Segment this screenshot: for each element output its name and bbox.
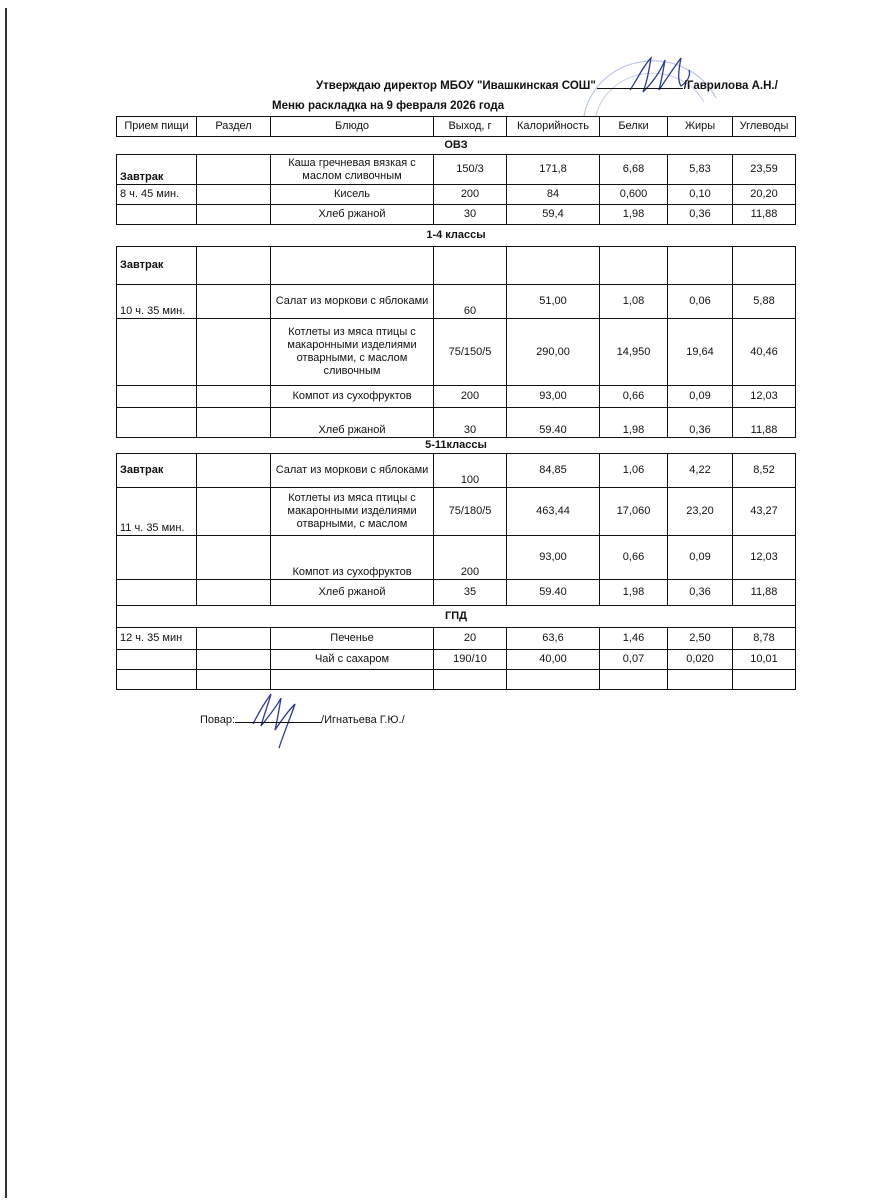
portion-cell: 200 — [434, 185, 507, 205]
calories-cell: 84,85 — [507, 454, 600, 488]
fat-cell: 0,09 — [668, 536, 733, 580]
cook-name: /Игнатьева Г.Ю./ — [321, 714, 405, 726]
portion-cell: 35 — [434, 580, 507, 606]
col-header: Блюдо — [271, 117, 434, 137]
fat-cell: 0,36 — [668, 580, 733, 606]
dish-name: Котлеты из мяса птицы с макаронными изделиями отварными, с маслом — [271, 488, 434, 536]
fat-cell: 0,020 — [668, 650, 733, 670]
carbs-cell: 12,03 — [733, 386, 796, 408]
fat-cell: 0,36 — [668, 408, 733, 438]
scan-edge — [5, 8, 7, 1198]
signature-line — [235, 722, 321, 723]
dish-name: Каша гречневая вязкая с маслом сливочным — [271, 155, 434, 185]
table-row — [117, 155, 796, 185]
meal-name: Завтрак — [117, 155, 197, 185]
section-title: ОВЗ — [117, 137, 796, 155]
carbs-cell: 11,88 — [733, 205, 796, 225]
fat-cell: 19,64 — [668, 319, 733, 386]
portion-cell: 200 — [434, 536, 507, 580]
carbs-cell: 11,88 — [733, 580, 796, 606]
protein-cell: 14,950 — [600, 319, 668, 386]
approval-line — [316, 80, 778, 92]
fat-cell: 2,50 — [668, 628, 733, 650]
carbs-cell: 23,59 — [733, 155, 796, 185]
protein-cell: 17,060 — [600, 488, 668, 536]
signature-line — [597, 88, 683, 89]
portion-cell: 75/180/5 — [434, 488, 507, 536]
section-title: 1-4 классы — [117, 225, 796, 247]
meal-time: 10 ч. 35 мин. — [117, 285, 197, 319]
calories-cell: 290,00 — [507, 319, 600, 386]
table-row — [117, 205, 796, 225]
calories-cell: 93,00 — [507, 536, 600, 580]
menu-title: Меню раскладка на 9 февраля 2026 года — [272, 100, 505, 112]
carbs-cell: 8,52 — [733, 454, 796, 488]
carbs-cell: 20,20 — [733, 185, 796, 205]
table-row — [117, 670, 796, 690]
protein-cell: 0,66 — [600, 386, 668, 408]
fat-cell: 0,10 — [668, 185, 733, 205]
approval-prefix: Утверждаю директор МБОУ "Ивашкинская СОШ" — [316, 80, 596, 92]
carbs-cell: 11,88 — [733, 408, 796, 438]
col-header: Белки — [600, 117, 668, 137]
protein-cell: 6,68 — [600, 155, 668, 185]
protein-cell: 0,600 — [600, 185, 668, 205]
calories-cell: 463,44 — [507, 488, 600, 536]
meal-name: Завтрак — [117, 247, 197, 285]
meal-time: 8 ч. 45 мин. — [117, 185, 197, 205]
carbs-cell: 5,88 — [733, 285, 796, 319]
table-row — [117, 488, 796, 536]
dish-name: Компот из сухофруктов — [271, 536, 434, 580]
protein-cell: 0,07 — [600, 650, 668, 670]
calories-cell: 84 — [507, 185, 600, 205]
table-row — [117, 319, 796, 386]
portion-cell: 75/150/5 — [434, 319, 507, 386]
portion-cell: 190/10 — [434, 650, 507, 670]
calories-cell: 93,00 — [507, 386, 600, 408]
portion-cell: 30 — [434, 408, 507, 438]
fat-cell: 0,09 — [668, 386, 733, 408]
meal-time: 11 ч. 35 мин. — [117, 488, 197, 536]
dish-name: Печенье — [271, 628, 434, 650]
table-row — [117, 247, 796, 285]
header-row — [117, 117, 796, 137]
protein-cell: 1,98 — [600, 408, 668, 438]
carbs-cell: 8,78 — [733, 628, 796, 650]
dish-name: Хлеб ржаной — [271, 408, 434, 438]
col-header: Жиры — [668, 117, 733, 137]
calories-cell: 59,4 — [507, 205, 600, 225]
carbs-cell: 10,01 — [733, 650, 796, 670]
protein-cell: 1,98 — [600, 205, 668, 225]
meal-time: 12 ч. 35 мин — [117, 628, 197, 650]
table-row — [117, 285, 796, 319]
fat-cell: 4,22 — [668, 454, 733, 488]
calories-cell: 59.40 — [507, 408, 600, 438]
cook-label: Повар: — [200, 714, 236, 726]
dish-name: Салат из моркови с яблоками — [271, 285, 434, 319]
portion-cell: 100 — [434, 454, 507, 488]
calories-cell: 40,00 — [507, 650, 600, 670]
fat-cell: 0,06 — [668, 285, 733, 319]
protein-cell: 1,08 — [600, 285, 668, 319]
carbs-cell: 40,46 — [733, 319, 796, 386]
table-row — [117, 628, 796, 650]
table-row — [117, 408, 796, 438]
protein-cell: 1,46 — [600, 628, 668, 650]
menu-table — [116, 116, 796, 690]
table-row — [117, 185, 796, 205]
carbs-cell: 12,03 — [733, 536, 796, 580]
table-row — [117, 536, 796, 580]
portion-cell: 20 — [434, 628, 507, 650]
fat-cell: 23,20 — [668, 488, 733, 536]
col-header: Выход, г — [434, 117, 507, 137]
fat-cell: 0,36 — [668, 205, 733, 225]
meal-name: Завтрак — [117, 454, 197, 488]
dish-name: Котлеты из мяса птицы с макаронными изделиями отварными, с маслом сливочным — [271, 319, 434, 386]
cook-line — [200, 714, 405, 726]
calories-cell: 59.40 — [507, 580, 600, 606]
table-row — [117, 650, 796, 670]
protein-cell: 0,66 — [600, 536, 668, 580]
col-header: Прием пищи — [117, 117, 197, 137]
portion-cell: 60 — [434, 285, 507, 319]
portion-cell: 150/3 — [434, 155, 507, 185]
dish-name: Чай с сахаром — [271, 650, 434, 670]
dish-name: Хлеб ржаной — [271, 580, 434, 606]
dish-name: Хлеб ржаной — [271, 205, 434, 225]
dish-name: Компот из сухофруктов — [271, 386, 434, 408]
table-row — [117, 386, 796, 408]
carbs-cell: 43,27 — [733, 488, 796, 536]
calories-cell: 63,6 — [507, 628, 600, 650]
calories-cell: 51,00 — [507, 285, 600, 319]
dish-name: Салат из моркови с яблоками — [271, 454, 434, 488]
calories-cell: 171,8 — [507, 155, 600, 185]
portion-cell: 30 — [434, 205, 507, 225]
col-header: Раздел — [197, 117, 271, 137]
dish-name: Кисель — [271, 185, 434, 205]
table-row — [117, 454, 796, 488]
table-row — [117, 580, 796, 606]
col-header: Углеводы — [733, 117, 796, 137]
portion-cell: 200 — [434, 386, 507, 408]
fat-cell: 5,83 — [668, 155, 733, 185]
section-title: 5-11классы — [117, 438, 796, 454]
col-header: Калорийность — [507, 117, 600, 137]
section-title: ГПД — [117, 606, 796, 628]
protein-cell: 1,98 — [600, 580, 668, 606]
director-name: /Гаврилова А.Н./ — [683, 80, 778, 92]
protein-cell: 1,06 — [600, 454, 668, 488]
